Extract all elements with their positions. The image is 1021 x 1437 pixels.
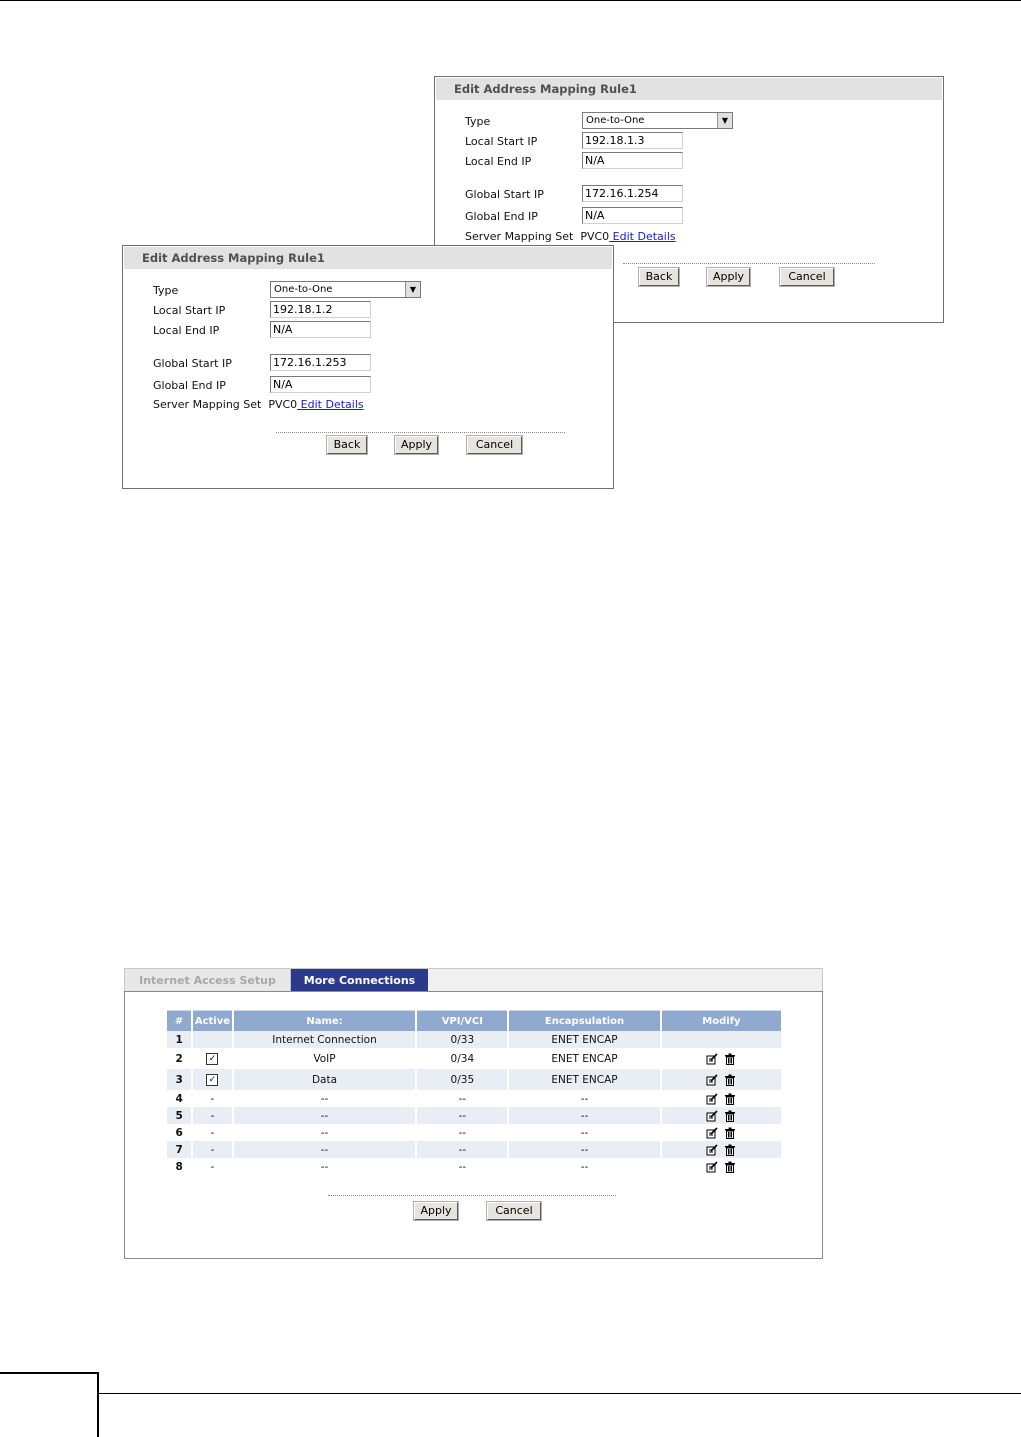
row-number: 1	[167, 1031, 191, 1048]
edit-mapping-dialog-front	[122, 245, 614, 489]
row-name: Data	[234, 1069, 416, 1090]
active-cell: -	[210, 1126, 215, 1139]
type-select-value: One-to-One	[274, 284, 333, 295]
active-cell	[193, 1031, 231, 1048]
row-name: --	[234, 1107, 416, 1124]
active-cell: -	[193, 1107, 231, 1124]
cancel-button[interactable]: Cancel	[467, 436, 522, 454]
table-row	[167, 1124, 781, 1141]
top-rule	[0, 0, 1021, 1]
col-header-active: Active	[193, 1010, 231, 1031]
table-header-row	[167, 1010, 781, 1031]
apply-button[interactable]: Apply	[707, 268, 750, 286]
modify-cell	[662, 1069, 781, 1090]
global-start-ip-label: Global Start IP	[153, 357, 232, 370]
edit-icon[interactable]	[706, 1074, 718, 1086]
row-name: --	[320, 1092, 329, 1105]
dialog-title: Edit Address Mapping Rule1	[436, 78, 942, 100]
row-number: 5	[167, 1107, 191, 1124]
edit-details-link[interactable]: Edit Details	[609, 230, 676, 243]
type-select[interactable]	[582, 112, 733, 129]
table-row	[167, 1158, 781, 1175]
row-vpivci: 0/34	[450, 1052, 475, 1065]
table-row	[167, 1107, 781, 1124]
col-header-number: #	[167, 1010, 191, 1031]
local-start-ip-field[interactable]: 192.18.1.2	[270, 301, 371, 318]
divider	[328, 1195, 616, 1196]
modify-cell	[662, 1107, 781, 1124]
active-cell	[193, 1069, 231, 1090]
table-row	[167, 1069, 781, 1090]
server-mapping-set-value: PVC0	[580, 230, 610, 243]
edit-icon[interactable]	[706, 1053, 718, 1065]
modify-cell	[662, 1031, 781, 1048]
local-end-ip-label: Local End IP	[153, 324, 220, 337]
edit-icon[interactable]	[706, 1093, 718, 1105]
edit-icon[interactable]	[706, 1144, 718, 1156]
delete-icon[interactable]	[724, 1093, 736, 1105]
row-encapsulation: --	[580, 1126, 589, 1139]
row-name: VoIP	[313, 1052, 336, 1065]
apply-button[interactable]: Apply	[414, 1202, 458, 1220]
row-name: --	[234, 1141, 416, 1158]
tab-bar	[124, 968, 823, 992]
table-row	[167, 1031, 781, 1048]
row-number: 2	[175, 1052, 183, 1065]
local-start-ip-label: Local Start IP	[465, 135, 538, 148]
row-encapsulation: --	[509, 1107, 659, 1124]
delete-icon[interactable]	[724, 1053, 736, 1065]
row-name: Internet Connection	[234, 1031, 416, 1048]
table-row	[167, 1048, 781, 1069]
delete-icon[interactable]	[724, 1144, 736, 1156]
modify-cell	[662, 1124, 781, 1141]
local-end-ip-field[interactable]: N/A	[582, 152, 683, 169]
global-start-ip-field[interactable]: 172.16.1.254	[582, 185, 683, 202]
row-name: --	[320, 1160, 329, 1173]
active-checkbox[interactable]: ✓	[206, 1074, 218, 1086]
row-vpivci: --	[417, 1107, 507, 1124]
global-end-ip-field[interactable]: N/A	[270, 376, 371, 393]
divider	[276, 432, 565, 433]
row-number: 6	[175, 1126, 183, 1139]
edit-icon[interactable]	[706, 1127, 718, 1139]
global-end-ip-label: Global End IP	[465, 210, 538, 223]
connections-table	[165, 1010, 783, 1175]
col-header-modify: Modify	[662, 1010, 781, 1031]
global-end-ip-label: Global End IP	[153, 379, 226, 392]
back-button[interactable]: Back	[639, 268, 679, 286]
server-mapping-set-label: Server Mapping Set	[465, 230, 574, 243]
edit-details-link[interactable]: Edit Details	[297, 398, 364, 411]
modify-cell	[662, 1090, 781, 1107]
delete-icon[interactable]	[724, 1074, 736, 1086]
server-mapping-set-label: Server Mapping Set	[153, 398, 262, 411]
active-cell: -	[193, 1141, 231, 1158]
row-encapsulation: --	[580, 1092, 589, 1105]
dialog-title: Edit Address Mapping Rule1	[124, 247, 612, 269]
col-header-vpivci: VPI/VCI	[417, 1010, 507, 1031]
row-vpivci: 0/35	[417, 1069, 507, 1090]
global-start-ip-label: Global Start IP	[465, 188, 544, 201]
active-cell	[193, 1048, 231, 1069]
delete-icon[interactable]	[724, 1127, 736, 1139]
type-label: Type	[153, 284, 179, 297]
row-number: 4	[175, 1092, 183, 1105]
edit-icon[interactable]	[706, 1161, 718, 1173]
global-start-ip-field[interactable]: 172.16.1.253	[270, 354, 371, 371]
tab-more-connections[interactable]: More Connections	[291, 969, 428, 993]
col-header-encapsulation: Encapsulation	[509, 1010, 659, 1031]
row-number: 3	[167, 1069, 191, 1090]
row-number: 8	[175, 1160, 183, 1173]
col-header-name: Name:	[234, 1010, 416, 1031]
cancel-button[interactable]: Cancel	[780, 268, 834, 286]
page-number-box	[0, 1372, 99, 1437]
apply-button[interactable]: Apply	[395, 436, 438, 454]
active-cell: -	[210, 1092, 215, 1105]
table-row	[167, 1090, 781, 1107]
row-vpivci: 0/33	[417, 1031, 507, 1048]
row-encapsulation: --	[580, 1160, 589, 1173]
server-mapping-set-value: PVC0	[268, 398, 298, 411]
back-button[interactable]: Back	[327, 436, 367, 454]
type-label: Type	[465, 115, 491, 128]
table-row	[167, 1141, 781, 1158]
type-select[interactable]	[270, 281, 421, 298]
row-encapsulation: ENET ENCAP	[509, 1069, 659, 1090]
row-number: 7	[167, 1141, 191, 1158]
local-end-ip-label: Local End IP	[465, 155, 532, 168]
row-vpivci: --	[458, 1126, 467, 1139]
type-select-value: One-to-One	[586, 115, 645, 126]
row-name: --	[320, 1126, 329, 1139]
modify-cell	[662, 1158, 781, 1175]
active-checkbox[interactable]: ✓	[206, 1053, 218, 1065]
chevron-down-icon[interactable]: ▼	[405, 282, 420, 297]
local-start-ip-label: Local Start IP	[153, 304, 226, 317]
active-cell: -	[210, 1160, 215, 1173]
row-vpivci: --	[417, 1141, 507, 1158]
divider	[623, 263, 875, 264]
modify-cell	[662, 1141, 781, 1158]
delete-icon[interactable]	[724, 1110, 736, 1122]
chevron-down-icon[interactable]: ▼	[717, 113, 732, 128]
row-vpivci: --	[458, 1092, 467, 1105]
row-encapsulation: ENET ENCAP	[551, 1052, 618, 1065]
local-end-ip-field[interactable]: N/A	[270, 321, 371, 338]
footer-rule	[99, 1393, 1021, 1394]
modify-cell	[662, 1048, 781, 1069]
server-mapping-set	[465, 230, 676, 243]
server-mapping-set	[153, 398, 364, 411]
cancel-button[interactable]: Cancel	[487, 1202, 541, 1220]
delete-icon[interactable]	[724, 1161, 736, 1173]
edit-icon[interactable]	[706, 1110, 718, 1122]
local-start-ip-field[interactable]: 192.18.1.3	[582, 132, 683, 149]
tab-internet-access-setup[interactable]: Internet Access Setup	[125, 969, 291, 993]
row-vpivci: --	[458, 1160, 467, 1173]
row-encapsulation: ENET ENCAP	[509, 1031, 659, 1048]
global-end-ip-field[interactable]: N/A	[582, 207, 683, 224]
row-encapsulation: --	[509, 1141, 659, 1158]
